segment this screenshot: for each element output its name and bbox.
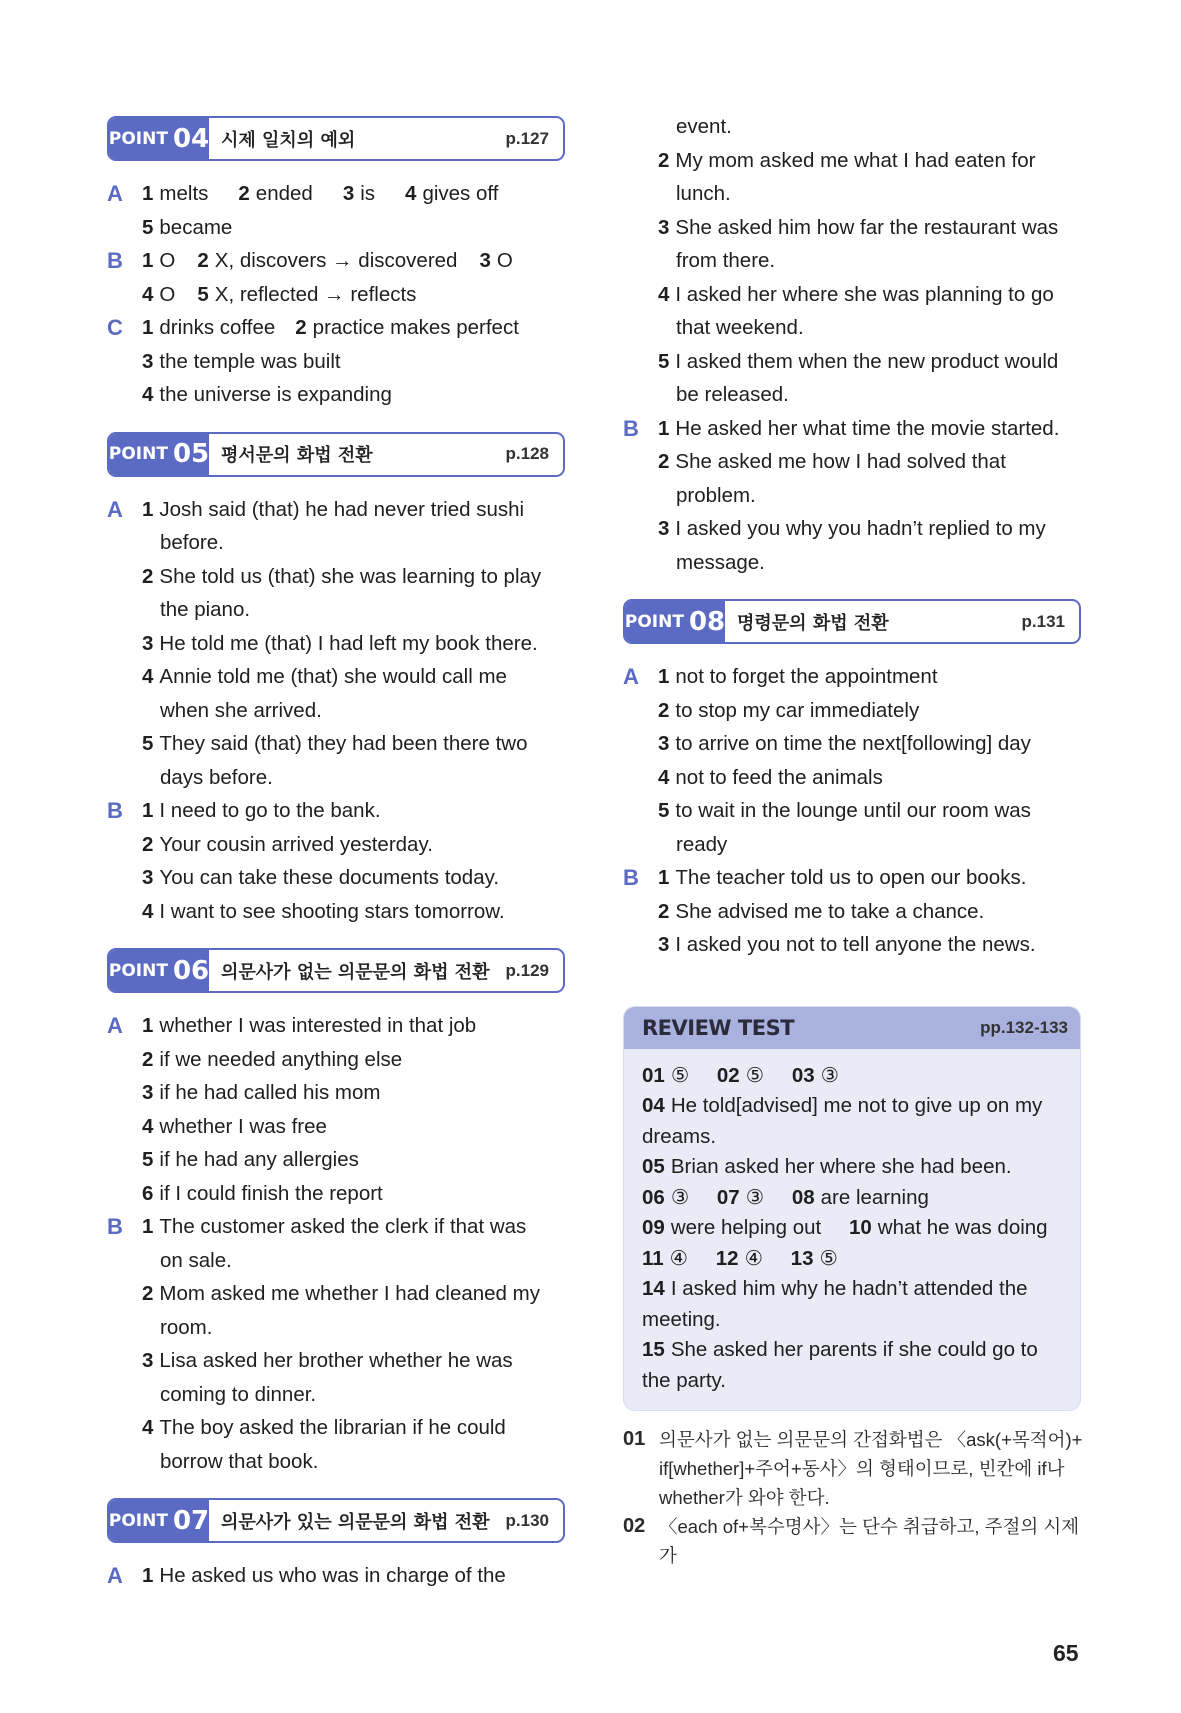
answer-item: 2 to stop my car immediately	[658, 698, 920, 722]
answer-item: 4 not to feed the animals	[658, 765, 883, 789]
answer-row: 1 O 2 X, discovers → discovered 3 O	[142, 249, 513, 272]
point-badge: POINT 07	[109, 1500, 209, 1541]
answer-item: 4 The boy asked the librarian if he could	[142, 1416, 506, 1439]
answer-item: 3 Lisa asked her brother whether he was	[142, 1349, 513, 1372]
answer-item: 5 They said (that) they had been there two	[142, 732, 528, 755]
section-a-continued: event. 2 My mom asked me what I had eaten for lunch. 3 She asked him how far the restaurant was from there. 4 I asked her where she was planning to go that weekend. 5 I asked them when the new product would be released.	[623, 110, 1086, 412]
point-badge: POINT 08	[625, 601, 725, 642]
answer-item: 2 She told us (that) she was learning to play	[142, 564, 542, 588]
answer-item: 6 if I could finish the report	[142, 1181, 383, 1205]
section-a: A 1 Josh said (that) he had never tried sushi before. 2 She told us (that) she was learning to play the piano. 3 He told me (that) I had left my book there. 4 Annie told me (that) she would call me when she arrived. 5 They said (that) they had been there two days before.	[107, 493, 567, 795]
answer-item: 1 I need to go to the bank.	[142, 799, 381, 822]
explanation-note: 02 〈each of+복수명사〉는 단수 취급하고, 주절의 시제가	[623, 1515, 1080, 1566]
review-test-box	[623, 1006, 1081, 1412]
right-column	[623, 110, 1086, 1570]
point-page-ref: p.128	[505, 444, 549, 463]
answer-line: 09 were helping out 10 what he was doing	[642, 1216, 1048, 1239]
section-b: B 1 I need to go to the bank. 2 Your cousin arrived yesterday. 3 You can take these documents today. 4 I want to see shooting stars tomorrow.	[107, 794, 567, 928]
point-badge: POINT 06	[109, 950, 209, 991]
answer-item: 3 I asked you why you hadn’t replied to my	[658, 517, 1046, 540]
answer-item: 4 Annie told me (that) she would call me	[142, 665, 507, 688]
answer-item: 3 She asked him how far the restaurant was	[658, 215, 1059, 239]
answer-item: 5 if he had any allergies	[142, 1148, 359, 1171]
answer-item: 1 The customer asked the clerk if that was	[142, 1215, 527, 1238]
explanation-note: 01 의문사가 없는 의문문의 간접화법은 〈ask(+목적어)+ if[whether]+주어+동사〉의 형태이므로, 빈칸에 if나 whether가 와야 한다.	[623, 1428, 1083, 1508]
point-page-ref: p.130	[505, 1510, 549, 1530]
answer-item: 1 He asked us who was in charge of the	[142, 1564, 506, 1587]
section-a: A 1 He asked us who was in charge of the	[107, 1559, 567, 1593]
point-04-header	[107, 116, 565, 161]
point-label: POINT	[108, 128, 168, 149]
section-c	[107, 311, 567, 412]
answer-line: 04 He told[advised] me not to give up on my	[642, 1094, 1043, 1117]
answer-item: 2 Mom asked me whether I had cleaned my	[142, 1282, 540, 1305]
point-badge: POINT 05	[109, 434, 209, 475]
section-b	[107, 244, 567, 311]
section-letter: B	[107, 248, 123, 273]
section-b: B 1 The teacher told us to open our books. 2 She advised me to take a chance. 3 I asked you not to tell anyone the news.	[623, 861, 1086, 962]
answer-item: 2 She advised me to take a chance.	[658, 899, 985, 923]
review-test-title: REVIEW TEST	[642, 1015, 795, 1040]
answer-item: 2 She asked me how I had solved that	[658, 450, 1006, 473]
answer-item: 3 the temple was built	[142, 349, 341, 373]
answer-item: 1 The teacher told us to open our books.	[658, 866, 1027, 889]
section-b: B 1 The customer asked the clerk if that was on sale. 2 Mom asked me whether I had cleaned my room. 3 Lisa asked her brother whether he was coming to dinner. 4 The boy asked the librarian if he could borrow that book.	[107, 1210, 567, 1478]
answer-item: 1 Josh said (that) he had never tried sushi	[142, 497, 525, 521]
point-title: 의문사가 있는 의문문의 화법 전환	[221, 1511, 490, 1533]
review-test-answers: 01 ⑤ 02 ⑤ 03 ③ 04 He told[advised] me not to give up on my dreams. 05 Brian asked her where she had been. 06 ③ 07 ③ 08 are learning 09 were helping out 10 what he was doing 11 ④ 12 ④ 13 ⑤ 14 I asked him why he hadn’t attended the meeting. 15 She asked her parents if she could go to the party.	[624, 1049, 1080, 1411]
point-title: 의문사가 없는 의문문의 화법 전환	[221, 961, 490, 983]
review-test-header	[624, 1007, 1080, 1049]
answer-row: 5 became	[142, 215, 233, 239]
point-07-header	[107, 1498, 565, 1543]
answer-item: 1 whether I was interested in that job	[142, 1014, 477, 1037]
answer-row: 1 melts 2 ended 3 is 4 gives off	[142, 182, 499, 205]
answer-item: 1 He asked her what time the movie started.	[658, 416, 1060, 440]
answer-item: 3 I asked you not to tell anyone the news.	[658, 933, 1036, 956]
section-b: B 1 He asked her what time the movie started. 2 She asked me how I had solved that problem. 3 I asked you why you hadn’t replied to my message.	[623, 412, 1086, 580]
answer-line: 06 ③ 07 ③ 08 are learning	[642, 1185, 929, 1209]
answer-item: 3 He told me (that) I had left my book there.	[142, 631, 538, 655]
answer-item: 3 You can take these documents today.	[142, 866, 500, 889]
answer-line: 05 Brian asked her where she had been.	[642, 1155, 1012, 1178]
left-column	[107, 116, 567, 1593]
section-a: A 1 not to forget the appointment 2 to stop my car immediately 3 to arrive on time the next[following] day 4 not to feed the animals 5 to wait in the lounge until our room was ready	[623, 660, 1086, 861]
answer-row: 4 O 5 X, reflected → reflects	[142, 282, 417, 306]
review-test-pages: pp.132-133	[980, 1017, 1068, 1037]
answer-item: 3 to arrive on time the next[following] day	[658, 732, 1031, 755]
answer-item: 4 the universe is expanding	[142, 383, 392, 406]
section-letter: C	[107, 315, 123, 340]
point-title: 시제 일치의 예외	[221, 129, 356, 151]
point-number: 04	[172, 123, 210, 154]
answer-item: 4 I asked her where she was planning to go	[658, 282, 1054, 306]
answer-line: 11 ④ 12 ④ 13 ⑤	[642, 1246, 838, 1270]
section-letter: A	[107, 181, 123, 206]
point-06-header	[107, 948, 565, 993]
point-05-header	[107, 432, 565, 477]
answer-item: 4 whether I was free	[142, 1114, 327, 1138]
section-a: A 1 whether I was interested in that job 2 if we needed anything else 3 if he had called his mom 4 whether I was free 5 if he had any allergies 6 if I could finish the report	[107, 1009, 567, 1210]
page-number: 65	[1053, 1640, 1079, 1666]
answer-item: 2 Your cousin arrived yesterday.	[142, 832, 433, 856]
point-title: 평서문의 화법 전환	[221, 445, 373, 466]
answer-item: 5 I asked them when the new product would	[658, 349, 1059, 373]
answer-line: 01 ⑤ 02 ⑤ 03 ③	[642, 1063, 840, 1087]
answer-row: 1 drinks coffee 2 practice makes perfect	[142, 316, 519, 339]
point-page-ref: p.129	[505, 960, 549, 980]
section-a	[107, 177, 567, 244]
answer-item: 1 not to forget the appointment	[658, 665, 938, 688]
answer-item: 2 My mom asked me what I had eaten for	[658, 148, 1036, 172]
answer-item: 5 to wait in the lounge until our room was	[658, 799, 1031, 822]
answer-line: 14 I asked him why he hadn’t attended the	[642, 1277, 1028, 1300]
point-08-header	[623, 599, 1081, 644]
point-page-ref: p.127	[505, 128, 549, 148]
point-title: 명령문의 화법 전환	[737, 612, 889, 634]
point-badge	[109, 118, 209, 159]
answer-line: 15 She asked her parents if she could go to	[642, 1338, 1038, 1361]
answer-item: 4 I want to see shooting stars tomorrow.	[142, 899, 505, 923]
answer-item: 3 if he had called his mom	[142, 1081, 381, 1104]
answer-item: 2 if we needed anything else	[142, 1047, 403, 1071]
point-page-ref: p.131	[1021, 611, 1065, 631]
